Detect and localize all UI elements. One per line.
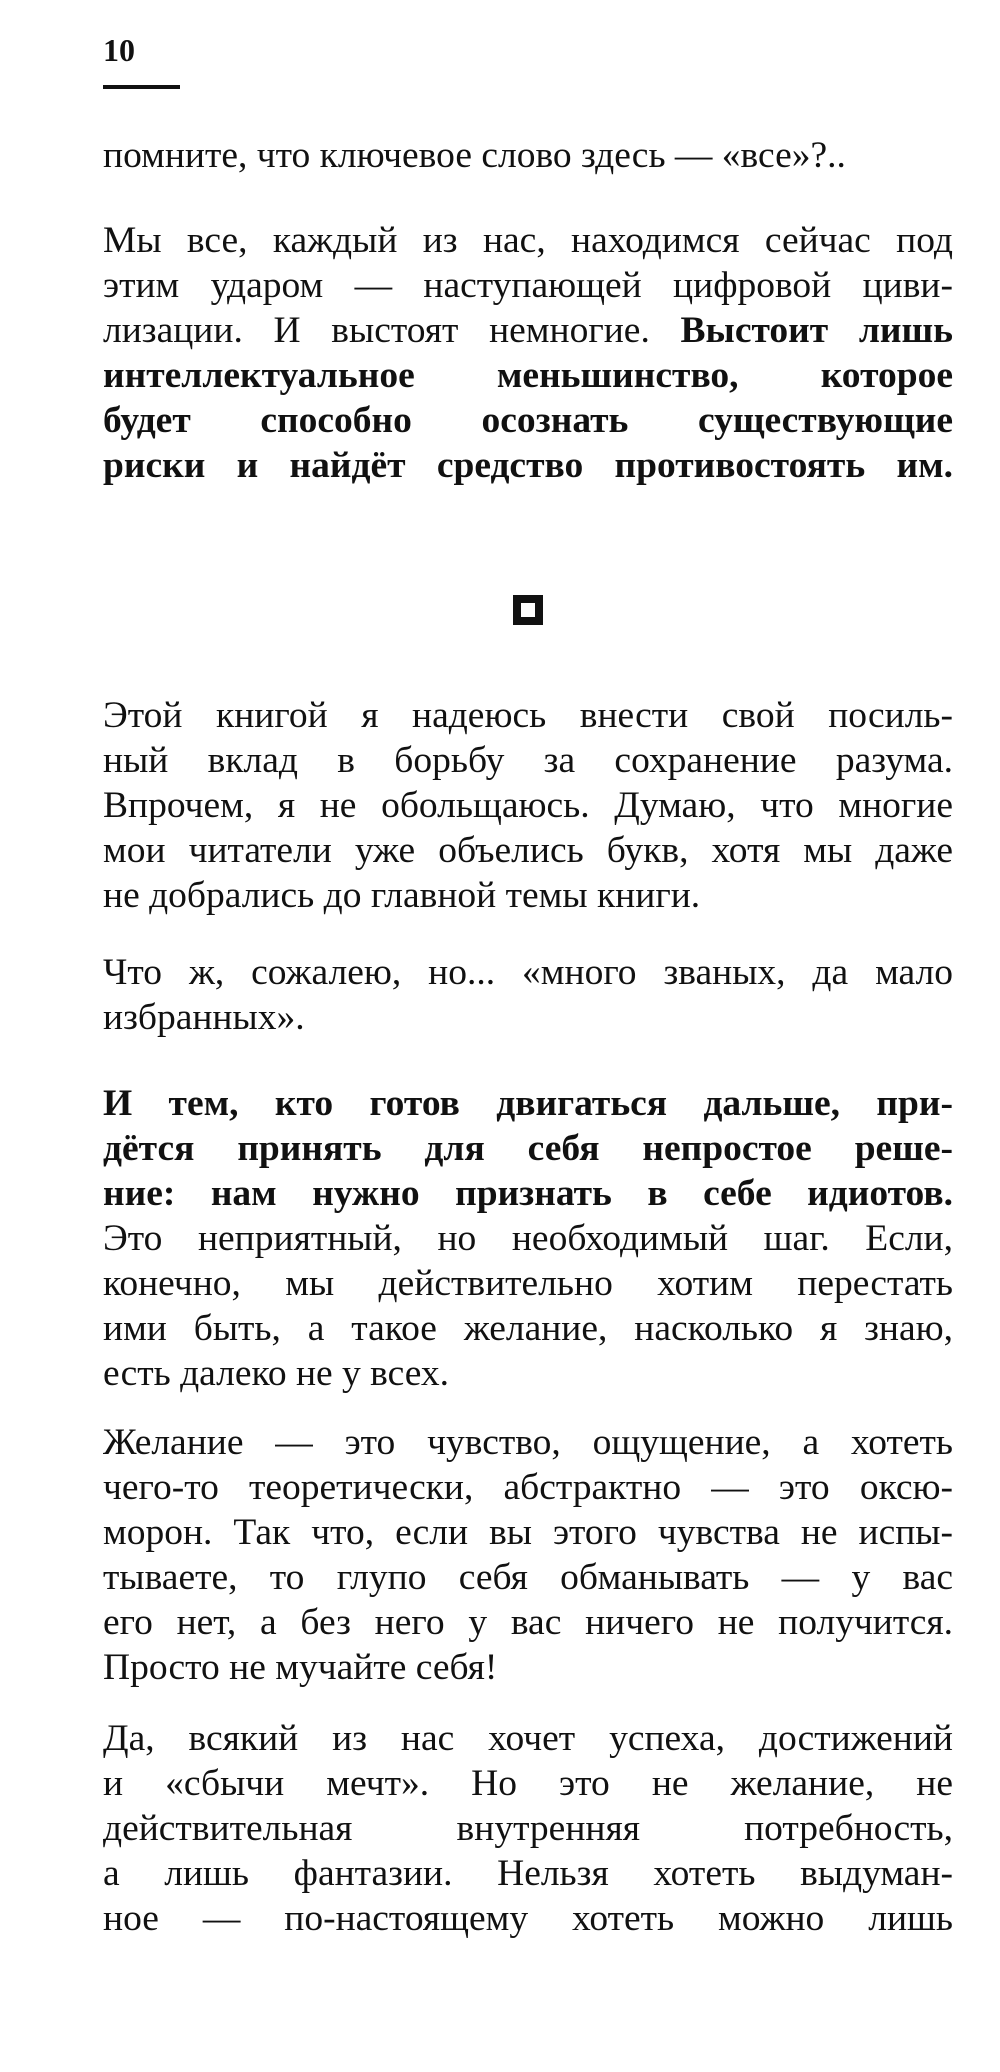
text-line: Что ж, сожалею, но... «много званых, да мало <box>103 952 953 993</box>
text-line: мои читатели уже объелись букв, хотя мы даже <box>103 830 953 871</box>
bold-text-line: И тем, кто готов двигаться дальше, при- <box>103 1083 953 1124</box>
text-line: и «сбычи мечт». Но это не желание, не <box>103 1763 953 1804</box>
text-line: конечно, мы действительно хотим перестать <box>103 1263 953 1304</box>
bold-text-line: риски и найдёт средство противостоять им. <box>103 445 953 486</box>
text-segment: лизации. И выстоят немногие. <box>103 310 681 351</box>
text-line: Этой книгой я надеюсь внести свой посиль- <box>103 695 953 736</box>
text-line: ими быть, а такое желание, насколько я знаю, <box>103 1308 953 1349</box>
text-line: этим ударом — наступающей цифровой циви- <box>103 265 953 306</box>
bold-text-line: ние: нам нужно признать в себе идиотов. <box>103 1173 953 1214</box>
text-line: Да, всякий из нас хочет успеха, достижений <box>103 1718 953 1759</box>
section-divider-square-icon <box>513 595 543 625</box>
text-line: морон. Так что, если вы этого чувства не испы- <box>103 1512 953 1553</box>
paragraph-4 <box>103 950 953 1040</box>
paragraph-7 <box>103 1716 953 1941</box>
text-line: тываете, то глупо себя обманывать — у вас <box>103 1557 953 1598</box>
text-line: его нет, а без него у вас ничего не получится. <box>103 1602 953 1643</box>
text-line: чего-то теоретически, абстрактно — это оксю- <box>103 1467 953 1508</box>
text-line <box>103 308 953 353</box>
text-line: Впрочем, я не обольщаюсь. Думаю, что многие <box>103 785 953 826</box>
bold-text-line: будет способно осознать существующие <box>103 400 953 441</box>
bold-text-line: дётся принять для себя непростое реше- <box>103 1128 953 1169</box>
book-page <box>103 0 953 2072</box>
text-line: ное — по-настоящему хотеть можно лишь <box>103 1898 953 1939</box>
text-line: не добрались до главной темы книги. <box>103 875 701 916</box>
bold-text-line: интеллектуальное меньшинство, которое <box>103 355 953 396</box>
paragraph-6 <box>103 1420 953 1690</box>
text-line: Мы все, каждый из нас, находимся сейчас под <box>103 220 953 261</box>
text-line: а лишь фантазии. Нельзя хотеть выдуман- <box>103 1853 953 1894</box>
text-line: избранных». <box>103 997 305 1038</box>
text-line: Желание — это чувство, ощущение, а хотеть <box>103 1422 953 1463</box>
paragraph-3 <box>103 693 953 918</box>
text-line: Это неприятный, но необходимый шаг. Если, <box>103 1218 953 1259</box>
text-line: ный вклад в борьбу за сохранение разума. <box>103 740 953 781</box>
paragraph-5 <box>103 1081 953 1396</box>
paragraph-2 <box>103 218 953 488</box>
text-line: есть далеко не у всех. <box>103 1353 450 1394</box>
paragraph-1 <box>103 133 953 178</box>
page-number-rule <box>103 85 180 89</box>
text-line: действительная внутренняя потребность, <box>103 1808 953 1849</box>
text-line: помните, что ключевое слово здесь — «все»?.. <box>103 135 846 176</box>
bold-text-segment: Выстоит лишь <box>680 310 953 351</box>
text-line: Просто не мучайте себя! <box>103 1647 498 1688</box>
page-number: 10 <box>103 32 135 68</box>
